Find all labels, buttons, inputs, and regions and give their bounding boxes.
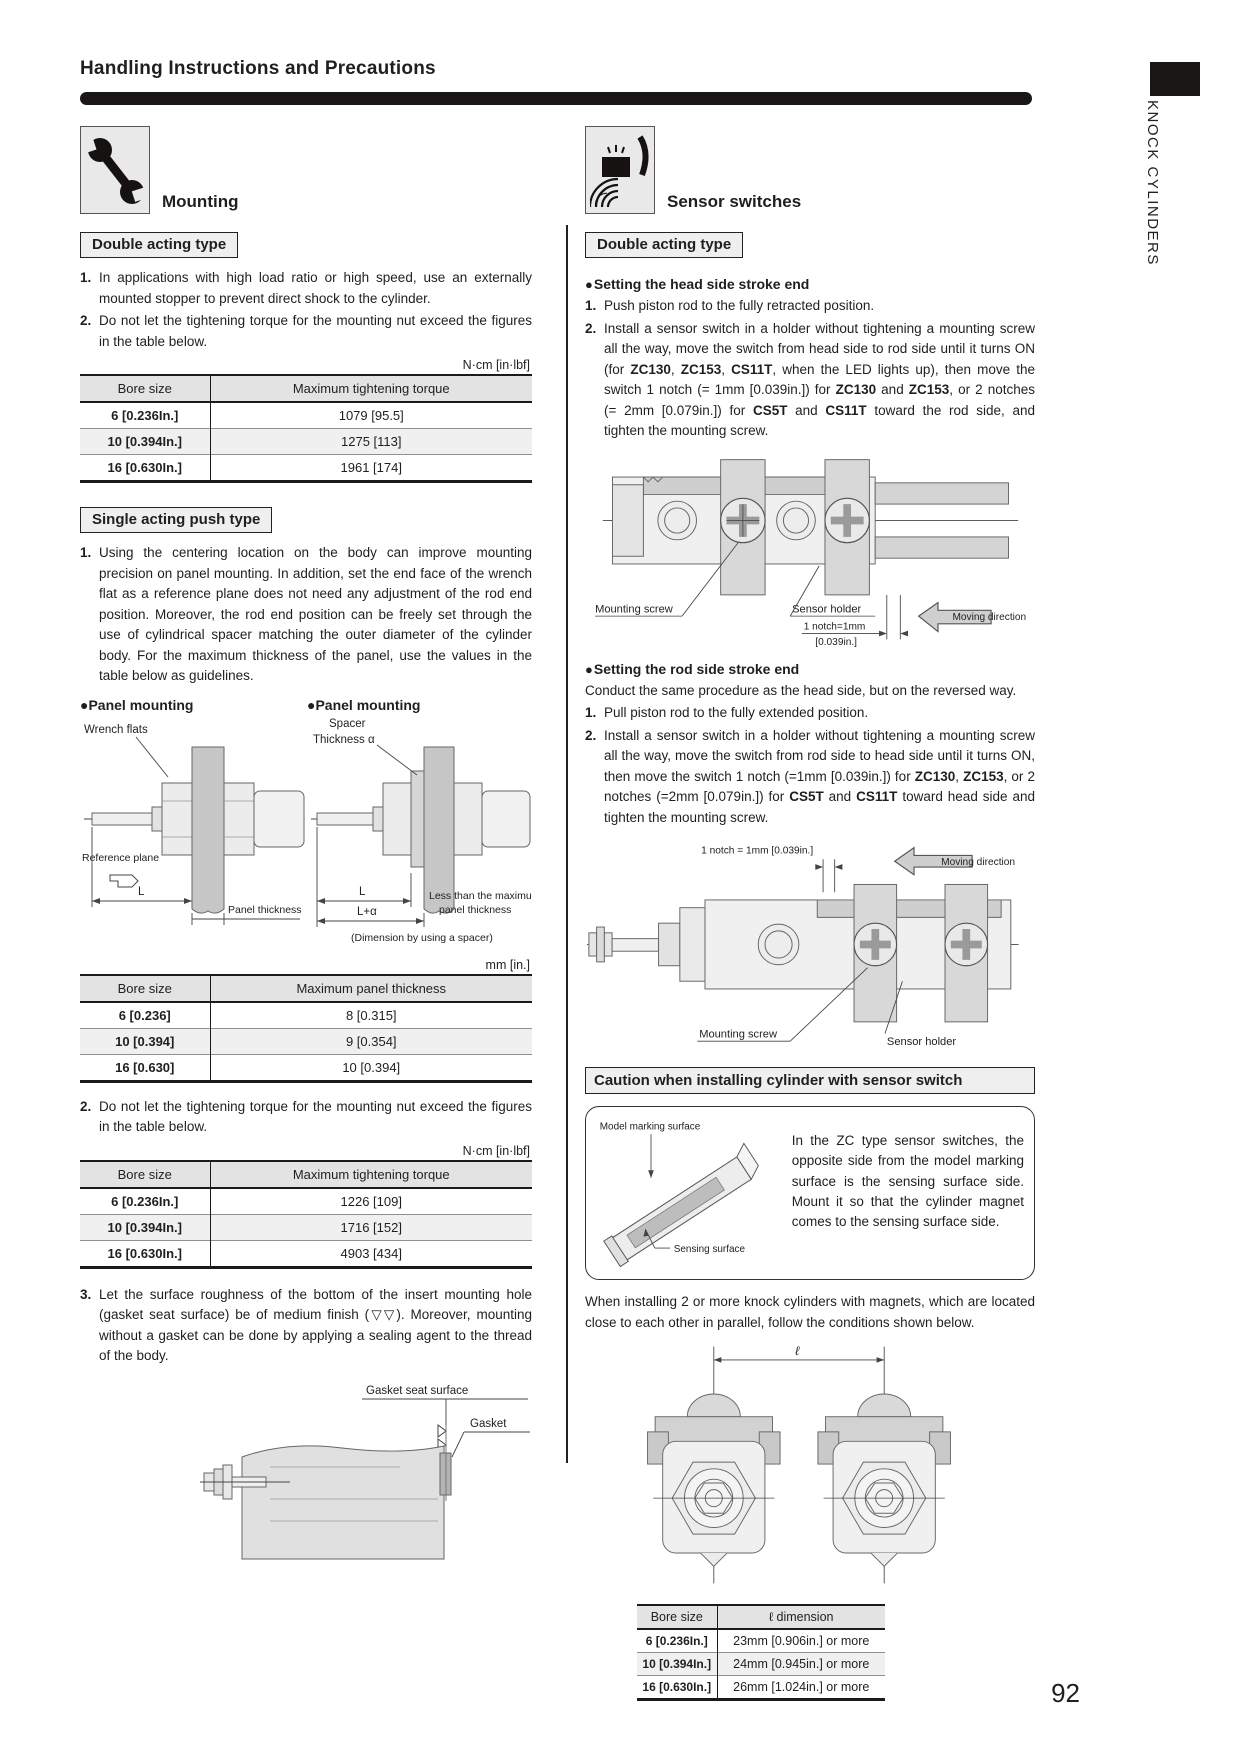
svg-text:panel thickness: panel thickness bbox=[439, 903, 512, 916]
table-cell: 1275 [113] bbox=[210, 429, 532, 455]
gasket-diagram bbox=[200, 1381, 532, 1576]
list-item bbox=[80, 1285, 532, 1367]
table-row bbox=[637, 1629, 885, 1653]
table-cell: 1079 [95.5] bbox=[338, 408, 404, 424]
table-header-cell: Bore size bbox=[80, 975, 210, 1002]
item-number: 3. bbox=[80, 1286, 92, 1302]
item-text: Using the centering location on the body can improve mounting precision on panel mounting. In addition, set the end face of the wrench flat as a reference plane does not need any adjustment of the rod end position. Moreover, the rod end position can be freely set through the use of cylindrical spacer matching the outer diameter of the cylinder body. For the maximum thickness of the panel, use the values in the table below as guidelines. bbox=[99, 545, 532, 684]
item-text: Install a sensor switch in a holder without tightening a mounting screw all the way, move the switch from rod side to head side until it turns ON, then move the switch 1 notch (=1mm [0.039in.]) for ZC130, ZC153, or 2 notches (=2mm [0.079in.]) for CS5T and CS11T toward head side and tighten the mounting screw. bbox=[604, 727, 1035, 825]
item-number: 1. bbox=[80, 270, 92, 285]
svg-text:Model marking surface: Model marking surface bbox=[599, 1121, 701, 1133]
table-cell: 10 [0.394In.] bbox=[80, 1214, 210, 1240]
item-number: 2. bbox=[585, 727, 597, 743]
item-number: 1. bbox=[585, 298, 597, 313]
svg-text:Spacer: Spacer bbox=[329, 717, 366, 730]
chapter-label-vertical: KNOCK CYLINDERS bbox=[1144, 100, 1161, 266]
panel-mounting-right-diagram bbox=[307, 715, 532, 947]
column-divider bbox=[566, 225, 568, 1463]
svg-text:Wrench flats: Wrench flats bbox=[84, 723, 148, 736]
item-text: Do not let the tightening torque for the mounting nut exceed the figures in the table below. bbox=[99, 313, 532, 349]
svg-text:Moving direction: Moving direction bbox=[952, 611, 1027, 623]
table-cell: 1961 [174] bbox=[210, 455, 532, 482]
list-item bbox=[585, 703, 1035, 724]
table-cell: 16 [0.630In.] bbox=[80, 455, 210, 482]
rod-side-diagram bbox=[585, 838, 1035, 1048]
left-column bbox=[80, 122, 532, 1576]
svg-text:Sensing surface: Sensing surface bbox=[673, 1244, 746, 1256]
rod-side-subheading: ●Setting the rod side stroke end bbox=[585, 660, 800, 677]
table-cell: 1716 [152] bbox=[210, 1214, 532, 1240]
list-item bbox=[585, 726, 1035, 829]
table-row bbox=[80, 1214, 532, 1240]
table-cell: 6 [0.236In.] bbox=[80, 402, 210, 429]
table-cell: 4903 [434] bbox=[210, 1240, 532, 1267]
table-header-cell: Bore size bbox=[80, 1161, 210, 1188]
table-cell: 10 [0.394] bbox=[210, 1054, 532, 1081]
table-cell: 10 [0.394] bbox=[80, 1028, 210, 1054]
table-cell: 24mm [0.945in.] or more bbox=[717, 1653, 885, 1676]
svg-text:(Dimension by using a spacer): (Dimension by using a spacer) bbox=[351, 931, 493, 944]
bullet-icon: ● bbox=[585, 661, 593, 677]
head-side-subheading: ●Setting the head side stroke end bbox=[585, 276, 810, 292]
sensor-switch-3d-diagram bbox=[596, 1115, 786, 1273]
svg-text:L: L bbox=[138, 885, 145, 898]
table-header-cell: Bore size bbox=[637, 1605, 717, 1629]
table-cell: 9 [0.354] bbox=[210, 1028, 532, 1054]
table-row bbox=[80, 455, 532, 482]
table-header-cell: ℓ dimension bbox=[717, 1605, 885, 1629]
table-cell: 6 [0.236] bbox=[80, 1002, 210, 1029]
svg-text:Panel thickness: Panel thickness bbox=[228, 903, 302, 916]
svg-text:ℓ: ℓ bbox=[795, 1344, 800, 1359]
table-header-row bbox=[80, 975, 532, 1002]
chapter-tab bbox=[1150, 62, 1200, 96]
rod-side-intro: Conduct the same procedure as the head side, but on the reversed way. bbox=[585, 682, 1017, 698]
table-cell: 16 [0.630] bbox=[80, 1054, 210, 1081]
wrench-icon bbox=[80, 126, 150, 214]
table-header-cell: Bore size bbox=[80, 375, 210, 402]
table-cell: 1226 [109] bbox=[340, 1193, 402, 1209]
list-item bbox=[585, 319, 1035, 442]
item-number: 2. bbox=[80, 313, 92, 329]
caution-text: In the ZC type sensor switches, the opposite side from the model marking surface is the sensing surface side. Mount it so that the cylinder magnet comes to the sensing surface side. bbox=[791, 1133, 1024, 1230]
svg-text:L: L bbox=[359, 885, 366, 898]
table-header-row bbox=[637, 1605, 885, 1629]
table-cell: 6 [0.236In.] bbox=[637, 1629, 717, 1653]
table-row bbox=[80, 1028, 532, 1054]
table-cell: 6 [0.236In.] bbox=[80, 1188, 210, 1215]
caution-box bbox=[585, 1106, 1035, 1280]
item-text: Do not let the tightening torque for the mounting nut exceed the figures in the table below. bbox=[99, 1098, 532, 1135]
panel-mounting-left-diagram bbox=[80, 715, 305, 933]
item-text: In applications with high load ratio or high speed, use an externally mounted stopper to prevent direct shock to the cylinder. bbox=[99, 270, 532, 306]
list-item bbox=[80, 268, 532, 309]
table-header-cell: Maximum tightening torque bbox=[210, 1161, 532, 1188]
svg-text:Moving direction: Moving direction bbox=[941, 857, 1016, 869]
diagram-title: ●Panel mounting bbox=[307, 696, 421, 713]
table-row bbox=[80, 429, 532, 455]
list-item bbox=[80, 543, 532, 687]
table-header-cell: Maximum panel thickness bbox=[210, 975, 532, 1002]
item-text: Push piston rod to the fully retracted position. bbox=[604, 298, 875, 313]
table-unit-label: N·cm [in·lbf] bbox=[462, 358, 530, 373]
panel-mounting-left bbox=[80, 697, 305, 952]
table-row bbox=[80, 1054, 532, 1081]
svg-text:Thickness α: Thickness α bbox=[313, 733, 375, 746]
mounting-title: Mounting bbox=[162, 192, 239, 211]
table-cell: 10 [0.394In.] bbox=[637, 1653, 717, 1676]
item-number: 2. bbox=[80, 1098, 92, 1114]
svg-text:1 notch = 1mm [0.039in.]: 1 notch = 1mm [0.039in.] bbox=[701, 845, 814, 857]
table-cell: 23mm [0.906in.] or more bbox=[733, 1634, 870, 1649]
title-underline-bar bbox=[80, 92, 1032, 105]
bullet-icon: ● bbox=[80, 696, 89, 713]
diagram-title: ●Panel mounting bbox=[80, 696, 194, 713]
svg-text:Mounting screw: Mounting screw bbox=[699, 1028, 778, 1041]
list-item bbox=[80, 311, 532, 352]
page-number: 92 bbox=[1051, 1678, 1080, 1708]
tightening-torque-table bbox=[80, 374, 532, 483]
page-title: Handling Instructions and Precautions bbox=[80, 58, 436, 79]
svg-text:[0.039in.]: [0.039in.] bbox=[815, 636, 857, 648]
right-column bbox=[585, 122, 1035, 1701]
item-number: 2. bbox=[585, 320, 597, 336]
head-side-diagram bbox=[585, 450, 1035, 648]
item-number: 1. bbox=[585, 705, 597, 721]
caution-heading: Caution when installing cylinder with sensor switch bbox=[585, 1067, 1035, 1094]
mounting-section-header bbox=[80, 122, 532, 214]
svg-text:Sensor holder: Sensor holder bbox=[792, 602, 862, 615]
table-row bbox=[80, 402, 532, 429]
table-header-row bbox=[80, 1161, 532, 1188]
bullet-icon: ● bbox=[307, 696, 316, 713]
svg-text:Sensor holder: Sensor holder bbox=[886, 1036, 957, 1049]
svg-text:Gasket: Gasket bbox=[470, 1417, 507, 1430]
panel-mounting-right bbox=[307, 697, 532, 952]
single-acting-type-heading: Single acting push type bbox=[80, 507, 272, 533]
table-row bbox=[80, 1188, 532, 1215]
parallel-note: When installing 2 or more knock cylinders with magnets, which are located close to each other in parallel, follow the conditions shown below. bbox=[585, 1294, 1035, 1330]
sensor-section-header bbox=[585, 122, 1035, 214]
list-item bbox=[585, 296, 1035, 317]
svg-text:1 notch=1mm: 1 notch=1mm bbox=[803, 621, 866, 633]
table-unit-label: N·cm [in·lbf] bbox=[462, 1143, 530, 1158]
tightening-torque-table-2 bbox=[80, 1160, 532, 1269]
panel-mounting-diagrams bbox=[80, 697, 532, 952]
table-cell: 26mm [1.024in.] or more bbox=[717, 1676, 885, 1700]
svg-text:Reference plane: Reference plane bbox=[82, 851, 160, 864]
parallel-cylinders-diagram bbox=[599, 1341, 999, 1589]
double-acting-type-heading-sensor: Double acting type bbox=[585, 232, 743, 258]
table-row bbox=[637, 1653, 885, 1676]
table-cell: 16 [0.630In.] bbox=[80, 1240, 210, 1267]
item-text: Pull piston rod to the fully extended position. bbox=[604, 705, 869, 721]
bullet-icon: ● bbox=[585, 277, 593, 292]
sensor-switch-icon bbox=[585, 126, 655, 214]
svg-text:Less than the maximum: Less than the maximum bbox=[429, 889, 532, 902]
table-cell: 16 [0.630In.] bbox=[637, 1676, 717, 1700]
table-row bbox=[80, 1002, 532, 1029]
l-dimension-table-wrap bbox=[637, 1604, 885, 1701]
l-dimension-table bbox=[637, 1604, 885, 1701]
cylinder-front-view bbox=[648, 1394, 781, 1566]
svg-text:L+α: L+α bbox=[357, 905, 377, 918]
item-text: Install a sensor switch in a holder without tightening a mounting screw all the way, move the switch from head side to rod side until it turns ON (for ZC130, ZC153, CS11T, when the LED lights up), then move the switch 1 notch (= 1mm [0.039in.]) for ZC130 and ZC153, or 2 notches (= 2mm [0.079in.]) for CS5T and CS11T toward the rod side, and tighten the mounting screw. bbox=[604, 320, 1036, 439]
sensor-title: Sensor switches bbox=[667, 192, 802, 211]
panel-thickness-table bbox=[80, 974, 532, 1083]
table-cell: 10 [0.394In.] bbox=[80, 429, 210, 455]
svg-text:Gasket seat surface: Gasket seat surface bbox=[366, 1384, 469, 1397]
table-cell: 8 [0.315] bbox=[345, 1007, 397, 1023]
table-unit-label: mm [in.] bbox=[485, 957, 530, 972]
item-number: 1. bbox=[80, 545, 92, 561]
svg-text:Mounting screw: Mounting screw bbox=[595, 602, 673, 615]
table-header-cell: Maximum tightening torque bbox=[210, 375, 532, 402]
table-header-row bbox=[80, 375, 532, 402]
table-row bbox=[80, 1240, 532, 1267]
table-row bbox=[637, 1676, 885, 1700]
list-item bbox=[80, 1097, 532, 1138]
cylinder-front-view bbox=[818, 1394, 951, 1566]
item-text: Let the surface roughness of the bottom of the insert mounting hole (gasket seat surface) be of medium finish (▽▽). Moreover, mounting without a gasket can be done by applying a sealing agent to the thread of the body. bbox=[99, 1286, 532, 1364]
double-acting-type-heading: Double acting type bbox=[80, 232, 238, 258]
